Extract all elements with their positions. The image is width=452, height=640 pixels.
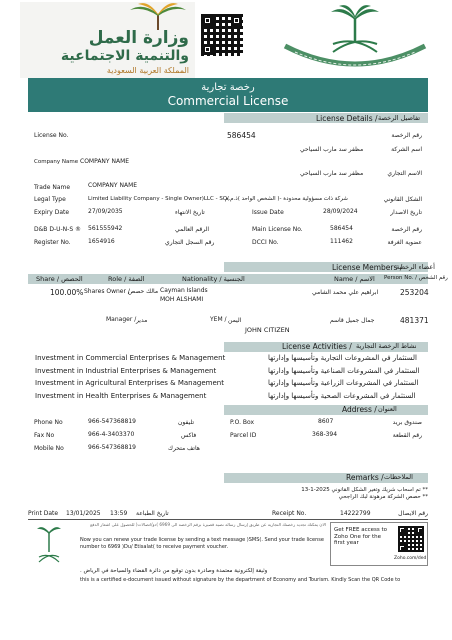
mobile-value: 966-547368819 [88,444,136,451]
col-person-no-header: Person No. / رقم الشخص [384,275,448,281]
issue-date-label: Issue Date [252,209,284,216]
print-time-value: 13:59 [110,510,128,517]
license-no-ar-label: رقم الرخصة [391,132,422,139]
duns-value: 561555942 [88,225,123,232]
main-license-ar-label: رقم الرخصة [391,226,422,233]
renew-notice-en: Now you can renew your trade license by sending a text message )SMS(. Send your trade license number to 6969 )Du/ Etisalat( to receive payment voucher. [80,537,324,550]
certified-notice-ar: وثيقة إلكترونية معتمدة وصادرة بدون توقيع من دائرة القضاء والسياحة في الرياض . [80,568,268,574]
license-activities-label: License Activities / [282,342,352,351]
po-box-value: 8607 [318,418,334,425]
activity-1-en: Investment in Commercial Enterprises & Management [35,354,226,362]
trade-name-ar-value: مظفر سد مارب السياحي [300,170,364,177]
col-share-header: Share / الحصص [36,275,83,283]
member-row-2-name-en: JOHN CITIZEN [245,326,290,334]
col-name-header: Name / الاسم [334,275,375,283]
dcci-no-ar-label: عضوية الغرفة [387,239,422,246]
print-date-value: 13/01/2025 [66,510,101,517]
member-row-1-role: Shares Owner / [84,288,130,295]
certified-notice-en: this is a certified e-document issued without signature by the department of Economy and Tourism. Kindly Scan the QR Code to [80,577,401,583]
phone-value: 966-547368819 [88,418,136,425]
activity-3-ar: الستثمار في المشروعات الزراعية وتأسيسها وإدارتها [268,379,419,387]
issue-date-ar-label: تاريخ الاصدار [390,209,422,216]
header-qr-code [199,12,245,58]
title-band [28,78,428,112]
activity-2-en: Investment in Industrial Enterprises & Management [35,367,217,375]
license-details-label: License Details / [316,114,378,123]
company-name-label: Company Name [34,159,79,165]
dcci-no-value: 111462 [330,238,353,245]
member-row-1-share: 100.00% [50,288,84,297]
activity-4-en: Investment in Health Enterprises & Management [35,392,207,400]
remark-line-2: ** حصص الشركة مرهونة لبك الراجحي [338,494,428,500]
member-row-1-name-ar: ابراهيم علي محمد الشامي [312,289,379,296]
zoho-url[interactable]: Zoho.com/ded [394,556,427,561]
member-row-2-person-no: 481371 [400,316,429,325]
license-members-label-ar: أعضاء الرخصة [396,263,435,271]
dcci-no-label: DCCI No. [252,239,279,246]
activity-1-ar: الستثمار في المشروعات التجارية وتأسيسها وإدارتها [268,354,417,362]
ministry-name-line3: المملكة العربية السعودية [106,66,189,75]
fax-label: Fax No [34,432,55,439]
col-role-header: Role / الصفة [108,275,145,283]
receipt-no-value: 14222799 [340,510,371,517]
company-name-value: COMPANY NAME [80,158,130,165]
member-row-1-role-ar: مالك حصص [128,288,159,295]
activity-3-en: Investment in Agricultural Enterprises & Management [35,379,224,387]
saudi-emblem [270,2,440,76]
license-activities-label-ar: نشاط الرخصة التجارية [356,342,417,350]
duns-label: D&B D-U-N-S ® [34,226,82,233]
phone-label: Phone No [34,419,63,426]
remark-line-1: ** تم اسحاب شريك وتغير الشكل القانوني 2025-1-13 [301,487,428,493]
receipt-no-ar-label: رقم الايصال [398,510,428,517]
receipt-no-label: Receipt No. [272,510,307,517]
activity-2-ar: الستثمار في المشروعات الصناعية وتأسيسها وإدارتها [268,367,420,375]
phone-ar-label: تليفون [178,419,195,426]
expiry-date-value: 27/09/2035 [88,208,123,215]
register-no-value: 1654916 [88,238,115,245]
ministry-logo [20,2,195,78]
footer-divider [28,519,428,520]
legal-type-ar-value: شركة ذات مسؤولية محدودة -( الشخص الواحد )ذ.م.م [225,196,348,202]
ministry-name-line2: والتنمية الاجتماعية [60,48,189,64]
po-box-label: P.O. Box [230,419,255,426]
member-row-1-name-en: MOH ALSHAMI [160,296,204,303]
address-label: Address / [342,405,377,414]
register-no-ar-label: رقم السجل التجاري [165,239,215,246]
remarks-label: Remarks / [346,473,384,482]
footer-emblem-icon [36,522,62,568]
remarks-label-ar: الملاحظات [384,473,413,481]
member-row-2-nationality-ar: اليمن [228,317,242,324]
main-license-value: 586454 [330,225,353,232]
member-row-1-nationality: Cayman Islands [160,287,208,294]
renew-notice-ar: الان يمكنك تجديد رخصتك التجارية عن طريق إرسال رسالة نصية قصيرة برقم الرخصة الى 6969 )دو/اتصالات( للحصول على اشعار الدفع [90,522,326,527]
parcel-id-ar-label: رقم القطعة [392,432,422,439]
zoho-qr-code[interactable] [396,524,426,554]
trade-name-ar-label: الاسم التجاري [387,170,422,177]
duns-ar-label: الرقم العالمي [175,226,210,233]
parcel-id-label: Parcel ID [230,432,257,439]
license-members-label: License Members / [332,263,403,272]
legal-type-label: Legal Type [34,196,66,203]
company-name-ar-label: اسم الشركة [391,146,422,153]
print-date-ar-label: تاريخ الطباعة [136,510,169,517]
po-box-ar-label: صندوق بريد [392,419,422,426]
title-english: Commercial License [167,94,289,108]
col-nationality-header: Nationality / الجنسية [182,275,245,283]
ministry-name-line1: وزارة العمل [88,28,189,48]
mobile-label: Mobile No [34,445,64,452]
trade-name-label: Trade Name [34,184,71,191]
activity-4-ar: الستثمار في المشروعات الصحية وتأسيسها وإدارتها [268,392,416,400]
main-license-label: Main License No. [252,226,303,233]
fax-ar-label: فاكس [181,432,197,439]
emblem-wreath-icon [275,42,435,72]
title-arabic: رخصة تجارية [201,82,255,93]
zoho-promo-text[interactable]: Get FREE access to Zoho One for the first year [334,527,388,547]
trade-name-value: COMPANY NAME [88,182,138,189]
print-date-label: Print Date [28,510,59,517]
member-row-1-person-no: 253204 [400,288,429,297]
license-details-label-ar: تفاصيل الرخصة [378,114,421,122]
legal-type-ar-label: الشكل القانوني [383,196,422,203]
member-row-2-role-ar: مدير [136,317,148,324]
member-row-2-name-ar: جمال جميل قاسم [330,317,375,324]
mobile-ar-label: هاتف متحرك [168,445,200,452]
company-name-ar-value: مظفر سد مارب السياحي [300,146,364,153]
palm-leaves-icon [128,2,188,30]
legal-type-value: Limited Liability Company - Single Owner)LLC - SO( [88,196,230,202]
register-no-label: Register No. [34,239,71,246]
address-label-ar: العنوان [378,405,397,413]
address-bar [224,405,428,415]
member-row-2-nationality: YEM / [210,316,227,323]
license-no-value: 586454 [227,131,256,140]
issue-date-value: 28/09/2024 [323,208,358,215]
parcel-id-value: 368-394 [312,431,338,438]
expiry-date-label: Expiry Date [34,209,70,216]
member-row-2-role: Manager / [106,316,137,323]
expiry-date-ar-label: تاريخ الانتهاء [175,209,205,216]
license-no-label: License No. [34,132,69,139]
fax-value: 966-4-3403370 [88,431,135,438]
